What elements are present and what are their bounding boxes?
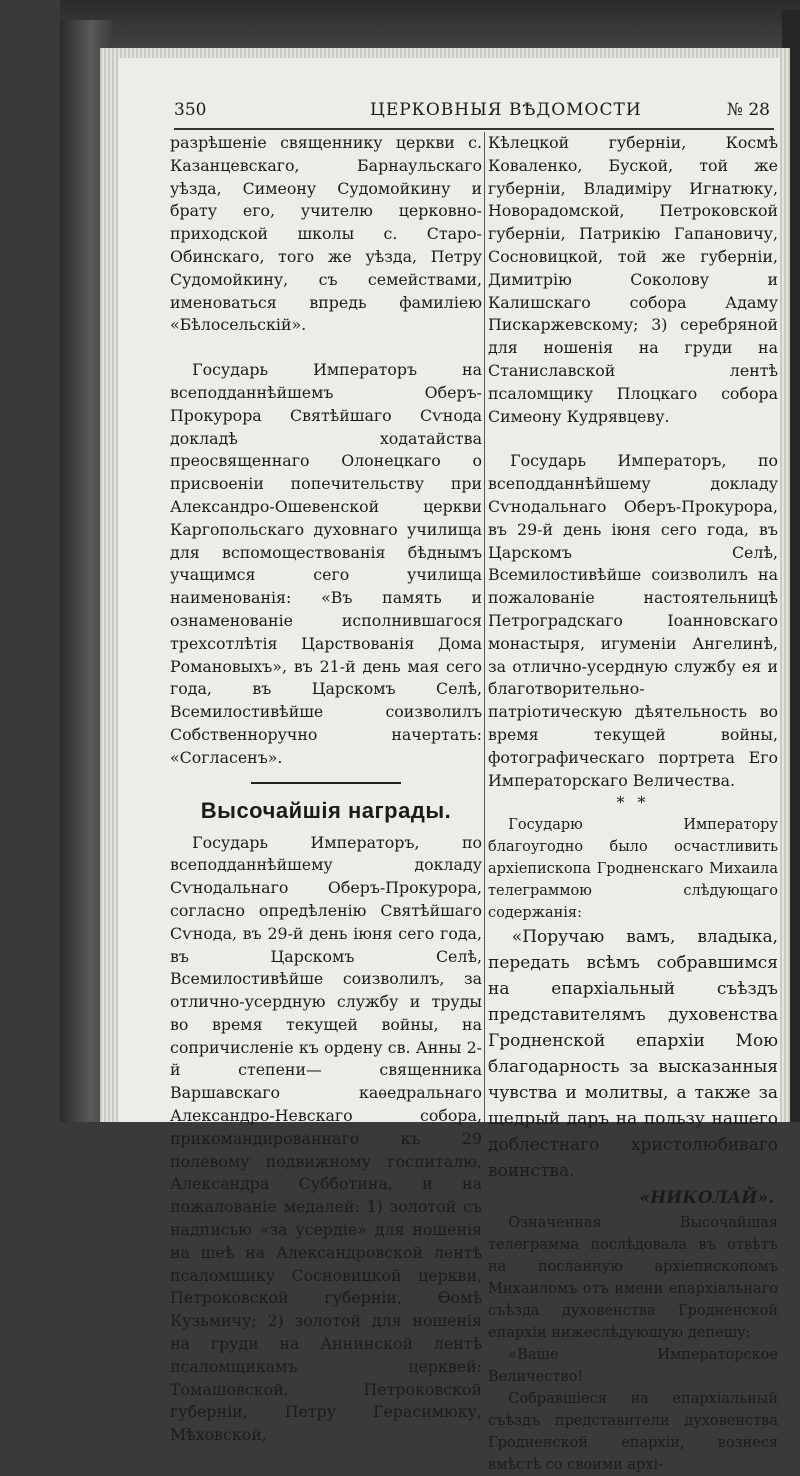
paragraph: «Ваше Императорское Величество!: [488, 1347, 778, 1386]
paragraph: Кѣлецкой губерніи, Космѣ Коваленко, Буской, той же губерніи, Владиміру Игнатюку, Новорадомской, Петроковской губерніи, Патрикію Гапановичу, Сосновицкой, той же губерніи, Димитрію Соколову и Калишскаго собора Адаму Пискаржевскому; 3) серебряной для ношенія на груди на Станиславской лентѣ псаломщику Плоцкаго собора Симеону Кудрявцеву.: [488, 133, 778, 426]
paragraph: Собравшіеся на епархіальный съѣздъ представители духовенства Гродненской епархіи, вознеся вмѣстѣ со своими архі-: [488, 1391, 778, 1474]
header-rule: [174, 128, 774, 130]
section-title: Высочайшія награды.: [200, 797, 452, 823]
paragraph: разрѣшеніе священнику церкви с. Казанцевскаго, Барнаульскаго уѣзда, Симеону Судомойкину и брату его, учителю церковно-приходской школы с. Старо-Обинскаго, того же уѣзда, Петру Судомойкину, съ семействами, именоваться впредь фамиліею «Бѣлосельскій».: [170, 133, 482, 335]
paragraph: Государь Императоръ, по всеподданнѣйшему докладу Сѵнодальнаго Оберъ-Прокурора, согласно опредѣленію Святѣйшаго Сѵнода, въ 29-й день іюня сего года, въ Царскомъ Селѣ, Всемилостивѣйше соизволилъ, за отлично-усердную службу и труды во время текущей войны, на сопричисленіе къ ордену св. Анны 2-й степени— священника Варшавскаго каѳедральнаго Александро-Невскаго собора, прикомандированнаго къ 29 полевому подвижному госпиталю, Александра Субботина, и на пожалованіе медалей: 1) золотой съ надписью «за усердіе» для ношенія на шеѣ на Александровской лентѣ псаломщику Сосновицкой церкви, Петроковской губерніи, Ѳомѣ Кузьмичу; 2) золотой для ношенія на груди на Аннинской лентѣ псаломщикамъ церквей: Томашовской, Петроковской губерніи, Петру Герасимюку, Мѣховской,: [170, 832, 482, 1445]
asterism: * *: [616, 793, 650, 813]
document-page: [118, 58, 780, 1474]
telegram-quote: «Поручаю вамъ, владыка, передать всѣмъ собравшимся на епархіальный съѣздъ представителямъ духовенства Гродненской епархіи Мою благодарность за высказанныя чувства и молитвы, а также за щедрый даръ на пользу нашего доблестнаго христолюбиваго воинства.: [488, 927, 778, 1182]
paragraph: Государь Императоръ на всеподданнѣйшемъ Оберъ-Прокурора Святѣйшаго Сѵнода докладѣ ходатайства преосвященнаго Олонецкаго о присвоеніи попечительству при Александро-Ошевенской церкви Каргопольскаго духовнаго училища для вспомоществованія бѣднымъ учащимся сего училища наименованія: «Въ память и ознаменованіе исполнившагося трехсотлѣтія Царствованія Дома Романовыхъ», въ 21-й день мая сего года, въ Царскомъ Селѣ, Всемилостивѣйше соизволилъ Собственноручно начертать: «Согласенъ».: [170, 360, 482, 767]
right-column: [488, 132, 778, 1476]
issue-number: № 28: [726, 100, 770, 120]
paragraph: Государь Императоръ, по всеподданнѣйшему докладу Сѵнодальнаго Оберъ-Прокурора, въ 29-й день іюня сего года, въ Царскомъ Селѣ, Всемилостивѣйше соизволилъ на пожалованіе настоятельницѣ Петроградскаго Іоанновскаго монастыря, игуменіи Ангелинѣ, за отлично-усердную службу ея и благотворительно-патріотическую дѣятельность во время текущей войны, фотографическаго портрета Его Императорскаго Величества.: [488, 451, 778, 790]
paragraph: Означенная Высочайшая телеграмма послѣдовала въ отвѣтъ на посланную архіепископомъ Михаиломъ отъ имени епархіальнаго съѣзда духовенства Гродненской епархіи нижеслѣдующую депешу:: [488, 1215, 778, 1342]
section-separator: [251, 782, 401, 784]
left-column: [170, 132, 482, 1447]
paragraph: Государю Императору благоугодно было осчастливить архіепископа Гродненскаго Михаила телеграммою слѣдующаго содержанія:: [488, 817, 778, 922]
signature: «НИКОЛАЙ».: [639, 1188, 774, 1209]
column-divider: [484, 132, 485, 1122]
page-number: 350: [174, 100, 207, 120]
journal-title: ЦЕРКОВНЫЯ ВѢДОМОСТИ: [370, 100, 642, 120]
page-header: [174, 94, 770, 124]
